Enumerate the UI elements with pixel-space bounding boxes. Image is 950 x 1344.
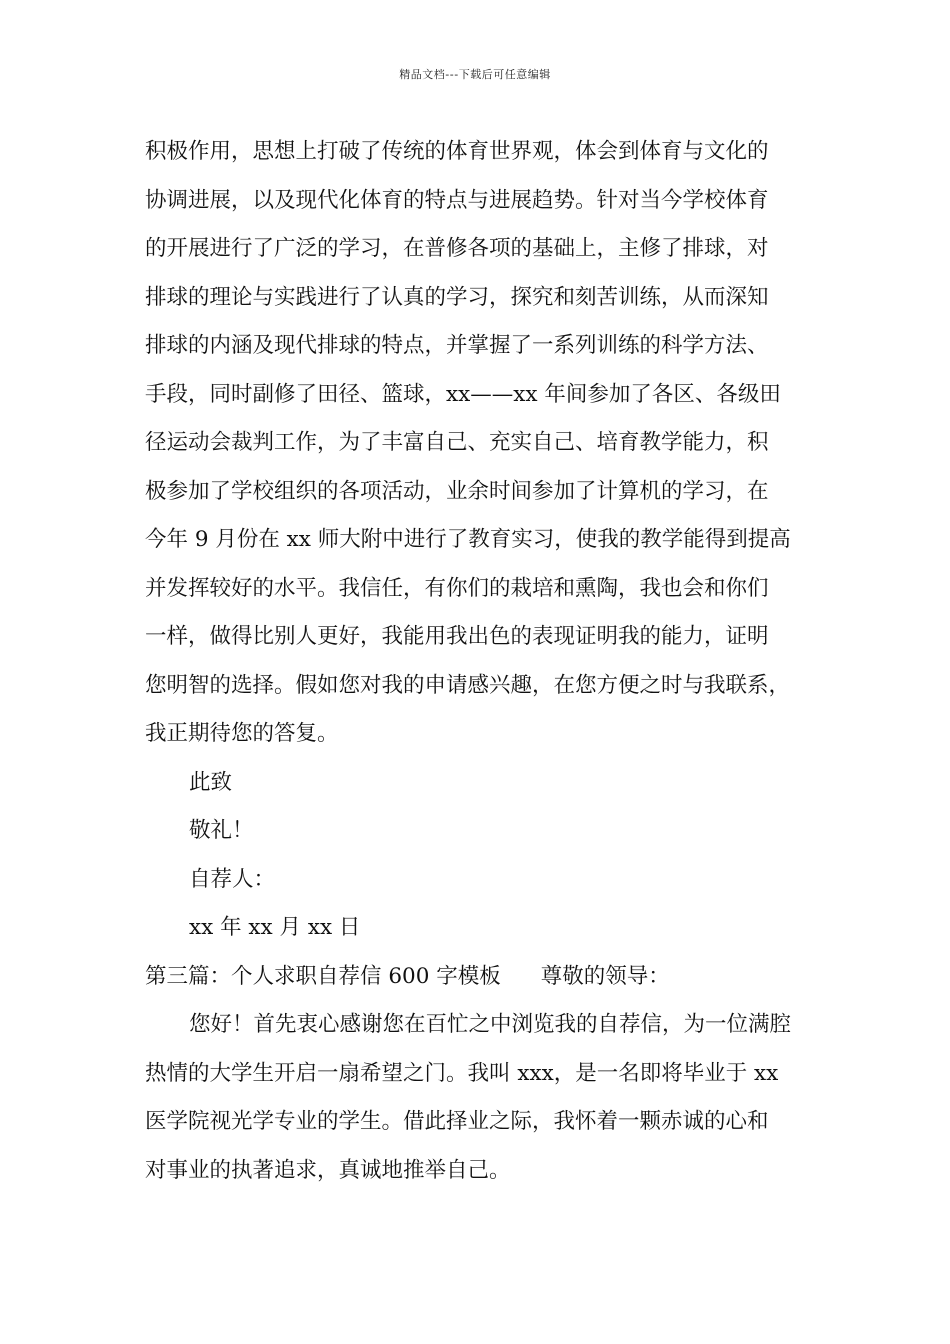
text-line: 我正期待您的答复。 [145,721,339,746]
text-line: 手段，同时副修了田径、篮球，xx——xx 年间参加了各区、各级田 [145,381,781,407]
text-line: 排球的理论与实践进行了认真的学习，探究和刻苦训练，从而深知 [145,284,769,310]
text-line: 您好！首先衷心感谢您在百忙之中浏览我的自荐信，为一位满腔 [189,1012,792,1037]
text-line: 对事业的执著追求，真诚地推举自己。 [145,1157,511,1183]
text-line: 今年 9 月份在 xx 师大附中进行了教育实习，使我的教学能得到提高 [145,527,791,552]
text-line: 积极作用，思想上打破了传统的体育世界观，体会到体育与文化的 [145,139,769,164]
document-body [145,128,835,1195]
text-line: 热情的大学生开启一扇希望之门。我叫 xxx，是一名即将毕业于 xx [145,1060,779,1086]
section-3-greeting: 尊敬的领导： [540,963,670,989]
text-line: 径运动会裁判工作，为了丰富自己、充实自己、培育教学能力，积 [145,430,769,455]
page-header: 精品文档---下载后可任意编辑 [399,68,551,81]
closing-date: xx 年 xx 月 xx 日 [189,915,361,940]
letter-closing [145,759,835,953]
section-3-heading [145,953,835,1002]
text-line: 并发挥较好的水平。我信任，有你们的栽培和熏陶，我也会和你们 [145,575,769,601]
section-3-title: 第三篇：个人求职自荐信 600 字模板 [145,963,501,989]
closing-regards: 敬礼！ [189,818,254,843]
text-line: 一样，做得比别人更好，我能用我出色的表现证明我的能力，证明 [145,624,769,649]
text-line: 您明智的选择。假如您对我的申请感兴趣，在您方便之时与我联系， [145,672,791,698]
text-line: 的开展进行了广泛的学习，在普修各项的基础上，主修了排球，对 [145,236,769,261]
text-line: 协调进展，以及现代化体育的特点与进展趋势。针对当今学校体育 [145,187,769,213]
paragraph-1 [145,128,835,759]
closing-salutation: 此致 [189,769,233,795]
text-line: 极参加了学校组织的各项活动，业余时间参加了计算机的学习，在 [145,478,769,504]
text-line: 医学院视光学专业的学生。借此择业之际，我怀着一颗赤诚的心和 [145,1109,769,1134]
paragraph-2 [145,1001,835,1195]
closing-signer: 自荐人： [189,866,276,892]
text-line: 排球的内涵及现代排球的特点，并掌握了一系列训练的科学方法、 [145,333,769,358]
